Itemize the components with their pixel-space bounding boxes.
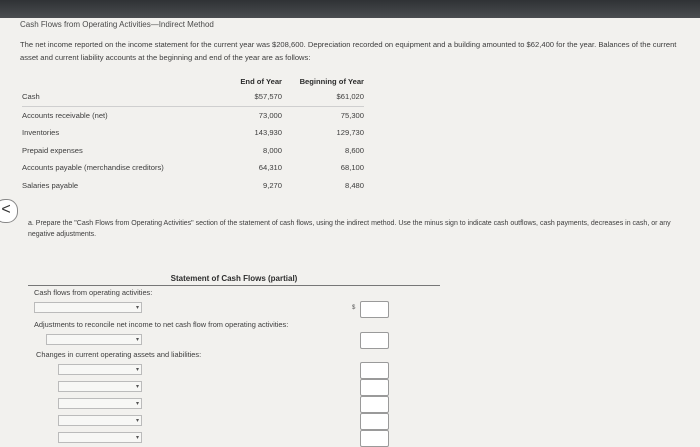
account-name: Inventories bbox=[22, 128, 60, 138]
table-header-account bbox=[22, 75, 210, 88]
begin-value: 129,730 bbox=[336, 128, 364, 138]
line-item-select[interactable] bbox=[58, 432, 142, 443]
balances-table bbox=[22, 75, 364, 194]
table-row bbox=[22, 177, 364, 195]
table-row bbox=[22, 124, 364, 142]
end-value: 143,930 bbox=[254, 128, 282, 138]
line-item-select[interactable] bbox=[34, 302, 142, 313]
chevron-down-icon: ▾ bbox=[135, 418, 139, 424]
account-name: Accounts receivable (net) bbox=[22, 110, 108, 120]
amount-input[interactable] bbox=[360, 362, 389, 379]
end-value: 8,000 bbox=[262, 145, 282, 155]
account-name: Salaries payable bbox=[22, 180, 79, 190]
chevron-down-icon: ▾ bbox=[135, 435, 139, 441]
amount-input[interactable] bbox=[360, 332, 389, 349]
table-row bbox=[22, 106, 364, 124]
currency-symbol: $ bbox=[352, 305, 356, 311]
begin-value: 68,100 bbox=[340, 163, 364, 173]
table-header-end: End of Year bbox=[240, 77, 282, 86]
amount-input[interactable] bbox=[360, 379, 389, 396]
chevron-down-icon: ▾ bbox=[135, 384, 139, 390]
chevron-down-icon: ▾ bbox=[135, 401, 139, 407]
line-item-select[interactable] bbox=[58, 381, 142, 392]
line-item-select[interactable] bbox=[58, 415, 142, 426]
chevron-down-icon: ▾ bbox=[135, 367, 139, 373]
amount-input[interactable] bbox=[360, 301, 389, 318]
end-value: 64,310 bbox=[258, 163, 282, 173]
amount-input[interactable] bbox=[360, 396, 389, 413]
end-value: 9,270 bbox=[262, 180, 282, 190]
table-row bbox=[22, 142, 364, 160]
problem-intro: The net income reported on the income statement for the current year was $208,600. Depreciation recorded on equipment and a building amounted to $62,400 for the year. Balances of the current asset and current liability accounts at the beginning and end of the year are as follows: bbox=[20, 40, 677, 62]
account-name: Prepaid expenses bbox=[22, 145, 83, 155]
end-value: 73,000 bbox=[258, 110, 282, 120]
table-header-begin: Beginning of Year bbox=[299, 77, 364, 86]
begin-value: 75,300 bbox=[340, 110, 364, 120]
problem-title: Cash Flows from Operating Activities—Indirect Method bbox=[20, 20, 214, 29]
line-item-select[interactable] bbox=[58, 364, 142, 375]
amount-input[interactable] bbox=[360, 430, 389, 447]
line-item-select[interactable] bbox=[46, 334, 142, 345]
chevron-down-icon: ▾ bbox=[135, 337, 139, 343]
changes-label: Changes in current operating assets and liabilities: bbox=[36, 350, 202, 359]
begin-value: 8,480 bbox=[344, 180, 364, 190]
adjustments-label: Adjustments to reconcile net income to net cash flow from operating activities: bbox=[34, 320, 289, 329]
end-value: $57,570 bbox=[210, 88, 282, 106]
instructions-text: a. Prepare the "Cash Flows from Operating Activities" section of the statement of cash flows, using the indirect method. Use the minus sign to indicate cash outflows, cash payments, decreases in cash, or any negative adjustments. bbox=[28, 220, 671, 238]
table-row bbox=[22, 159, 364, 177]
begin-value: 8,600 bbox=[344, 145, 364, 155]
top-bar bbox=[0, 0, 700, 18]
amount-input[interactable] bbox=[360, 413, 389, 430]
begin-value: $61,020 bbox=[282, 88, 364, 106]
table-row bbox=[22, 88, 364, 106]
operating-activities-label: Cash flows from operating activities: bbox=[34, 288, 153, 297]
chevron-down-icon: ▾ bbox=[135, 305, 139, 311]
account-name: Accounts payable (merchandise creditors) bbox=[22, 163, 164, 173]
chevron-left-icon: < bbox=[1, 201, 11, 218]
line-item-select[interactable] bbox=[58, 398, 142, 409]
statement-title: Statement of Cash Flows (partial) bbox=[28, 274, 440, 286]
account-name: Cash bbox=[22, 88, 210, 106]
